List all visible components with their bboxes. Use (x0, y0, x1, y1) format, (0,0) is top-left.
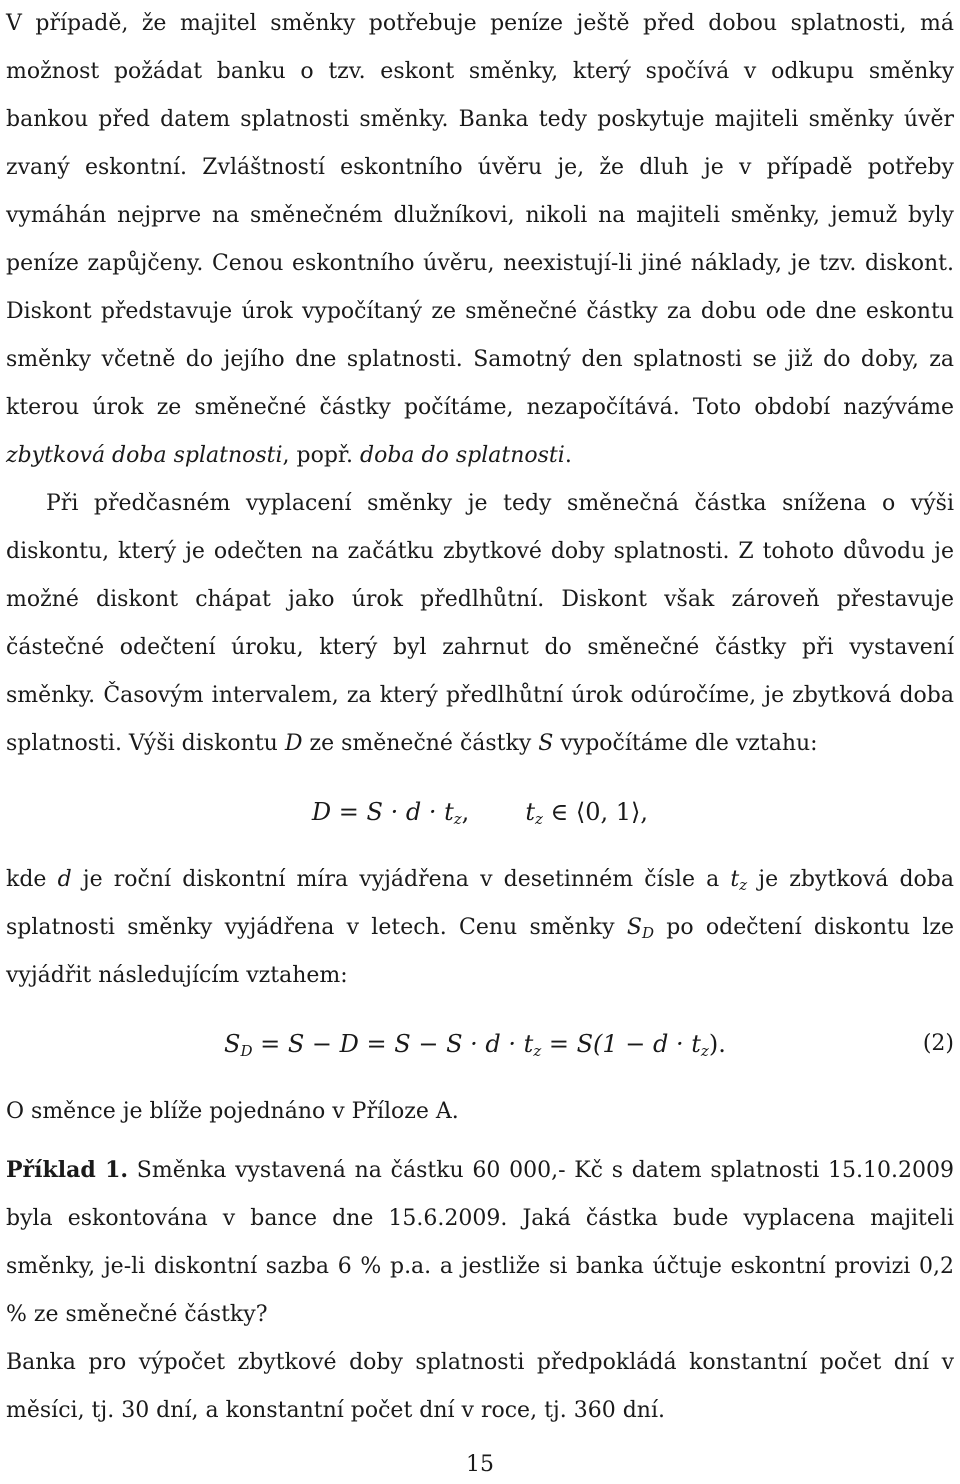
paragraph-eskont (6, 0, 954, 480)
equation-number: (2) (922, 1031, 954, 1056)
math-variable: d (57, 867, 72, 892)
math-variable: S (224, 1030, 241, 1058)
example-1 (6, 1146, 954, 1339)
paragraph-text: je zbytková doba splatnosti směnky vyjádřena v letech. Cenu směnky (6, 867, 954, 940)
equation-separator: , (461, 798, 470, 826)
paragraph-text: Při předčasném vyplacení směnky je tedy směnečná částka snížena o výši diskontu, který je odečten na začátku zbytkové doby splatnosti. Z tohoto důvodu je možné diskont chápat jako úrok předlhůtní. Diskont však zároveň přestavuje částečné odečtení úroku, který byl zahrnut do směnečné částky při vystavení směnky. Časovým intervalem, za který předlhůtní úrok odúročíme, je zbytková doba splatnosti. Výši diskontu (6, 491, 954, 756)
subscript: z (700, 1042, 709, 1060)
paragraph-text: V případě, že majitel směnky potřebuje peníze ještě před dobou splatnosti, má možnost požádat banku o tzv. eskont směnky, který spočívá v odkupu směnky bankou před datem splatnosti směnky. Banka tedy poskytuje majiteli směnky úvěr zvaný eskontní. Zvláštností eskontního úvěru je, že dluh je v případě potřeby vymáhán nejprve na směnečném dlužníkovi, nikoli na majiteli směnky, jemuž byly peníze zapůjčeny. Cenou eskontního úvěru, neexistují-li jiné náklady, je tzv. diskont. Diskont představuje úrok vypočítaný ze směnečné částky za dobu ode dne eskontu směnky včetně do jejího dne splatnosti. Samotný den splatnosti se již do doby, za kterou úrok ze směnečné částky počítáme, nezapočítává. Toto období nazýváme (6, 11, 954, 420)
example-text: Směnka vystavená na částku 60 000,- Kč s datem splatnosti 15.10.2009 byla eskontována v bance dne 15.6.2009. Jaká částka bude vyplacena majiteli směnky, je-li diskontní sazba 6 % p.a. a jestliže si banka účtuje eskontní provizi 0,2 % ze směnečné částky? (6, 1158, 954, 1327)
subscript: D (641, 924, 654, 942)
equation-part: = S(1 − d · t (541, 1030, 701, 1058)
equation-part: ). (708, 1030, 726, 1058)
math-variable: t (525, 798, 535, 826)
subscript: z (453, 810, 462, 828)
math-variable: S (626, 915, 642, 940)
math-variable: D (284, 731, 303, 756)
math-variable: t (730, 867, 740, 892)
equation-2 (6, 1014, 954, 1074)
paragraph-text: ze směnečné částky (302, 731, 539, 756)
subscript: D (240, 1042, 253, 1060)
subscript: z (533, 1042, 542, 1060)
paragraph-kde (6, 856, 954, 1000)
paragraph-text: po odečtení diskontu lze vyjádřit následujícím vztahem: (6, 915, 954, 988)
page-number: 15 (466, 1452, 494, 1477)
paragraph-text: kde (6, 867, 58, 892)
subscript: z (534, 810, 543, 828)
paragraph-banka: Banka pro výpočet zbytkové doby splatnosti předpokládá konstantní počet dní v měsíci, tj. 30 dní, a konstantní počet dní v roce, tj. 360 dní. (6, 1350, 954, 1423)
term-doba-do-splatnosti: doba do splatnosti (360, 443, 565, 468)
document-page (6, 0, 954, 1435)
paragraph-predcasne-vyplaceni (6, 480, 954, 768)
term-zbytkova-doba: zbytková doba splatnosti (6, 443, 283, 468)
paragraph-text: , popř. (282, 443, 361, 468)
paragraph-text: je roční diskontní míra vyjádřena v desetinném čísle a (71, 867, 731, 892)
equation-body (6, 782, 954, 842)
paragraph-text: vypočítáme dle vztahu: (553, 731, 818, 756)
paragraph-text: . (564, 443, 572, 468)
subscript: z (739, 876, 748, 894)
equation-lhs: D = S · d · t (311, 798, 454, 826)
equation-part: = S − D = S − S · d · t (252, 1030, 534, 1058)
math-variable: S (538, 731, 554, 756)
equation-diskont (6, 782, 954, 842)
equation-body (224, 1014, 726, 1074)
paragraph-priloha: O směnce je blíže pojednáno v Příloze A. (6, 1099, 459, 1124)
example-title: Příklad 1. (6, 1157, 129, 1183)
equation-rhs: ∈ ⟨0, 1⟩, (542, 798, 649, 826)
